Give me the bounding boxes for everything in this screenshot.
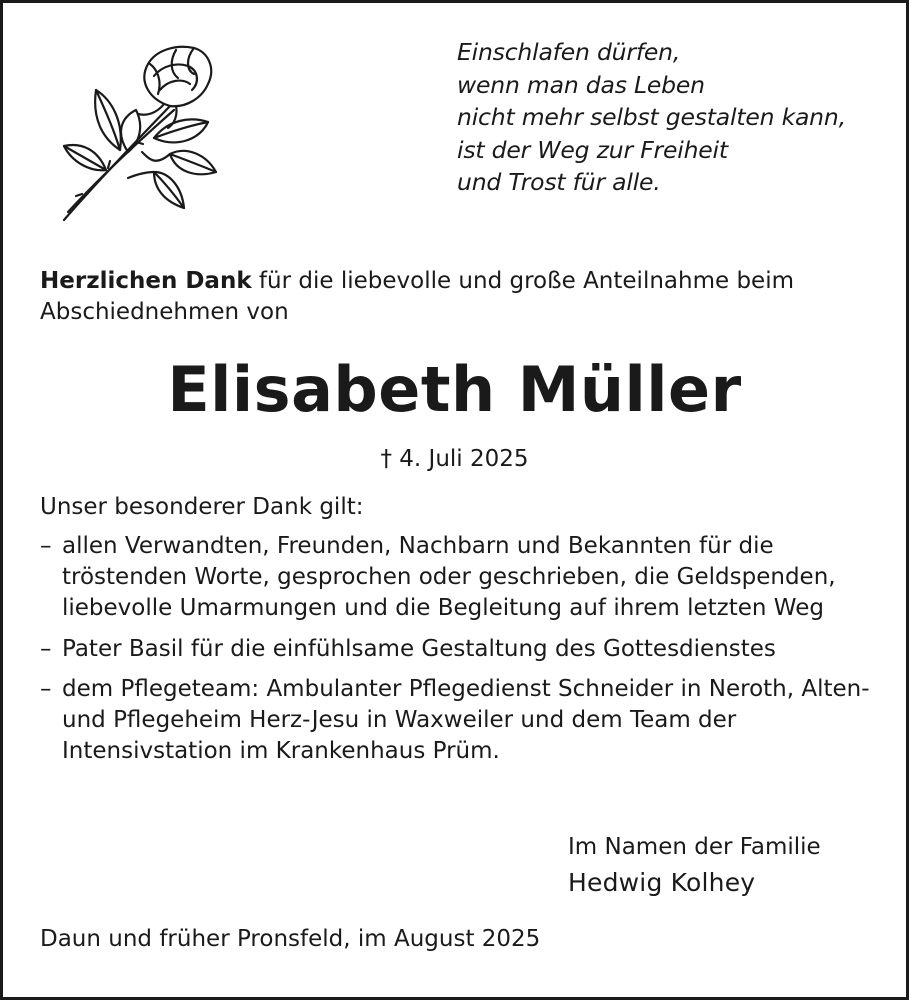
- list-dash: –: [40, 635, 52, 662]
- on-behalf-line: Im Namen der Familie: [568, 834, 821, 860]
- death-date: † 4. Juli 2025: [380, 446, 529, 472]
- poem-line: Einschlafen dürfen,: [457, 38, 681, 66]
- thanks-lead: Herzlichen Dank: [40, 268, 252, 294]
- list-dash: –: [40, 533, 52, 559]
- poem-line: wenn man das Leben: [457, 70, 705, 99]
- poem: [457, 36, 846, 199]
- rose-icon: [58, 42, 223, 224]
- list-item: [40, 674, 880, 768]
- poem-line: nicht mehr selbst gestalten kann,: [457, 103, 846, 131]
- poem-line: ist der Weg zur Freiheit: [457, 135, 728, 164]
- list-dash: –: [40, 675, 52, 702]
- thanks-intro: Unser besonderer Dank gilt:: [40, 494, 364, 520]
- signature-block: [568, 831, 821, 903]
- list-item-text: allen Verwandten, Freunden, Nachbarn und Bekannten für die tröstenden Worte, gesprochen oder geschrieben, die Geldspenden, liebevolle Umarmungen und die Begleitung auf ihrem letzten Weg: [62, 533, 836, 622]
- place-date: Daun und früher Pronsfeld, im August 2025: [40, 926, 541, 952]
- list-item-text: Pater Basil für die einfühlsame Gestaltung des Gottesdienstes: [62, 635, 776, 662]
- thanks-text: für die liebevolle und große Anteilnahme beim Abschiednehmen von: [40, 268, 794, 325]
- deceased-name: Elisabeth Müller: [167, 353, 742, 426]
- poem-line: und Trost für alle.: [457, 168, 661, 196]
- list-item-text: dem Pflegeteam: Ambulanter Pflegedienst Schneider in Neroth, Alten- und Pflegeheim Herz-Jesu in Waxweiler und dem Team der Intensivstation im Krankenhaus Prüm.: [62, 675, 870, 765]
- signer-name: Hedwig Kolhey: [568, 868, 756, 897]
- list-item: [40, 531, 880, 625]
- thanks-list: [40, 531, 880, 776]
- list-item: [40, 634, 880, 665]
- thanks-paragraph: [40, 266, 880, 328]
